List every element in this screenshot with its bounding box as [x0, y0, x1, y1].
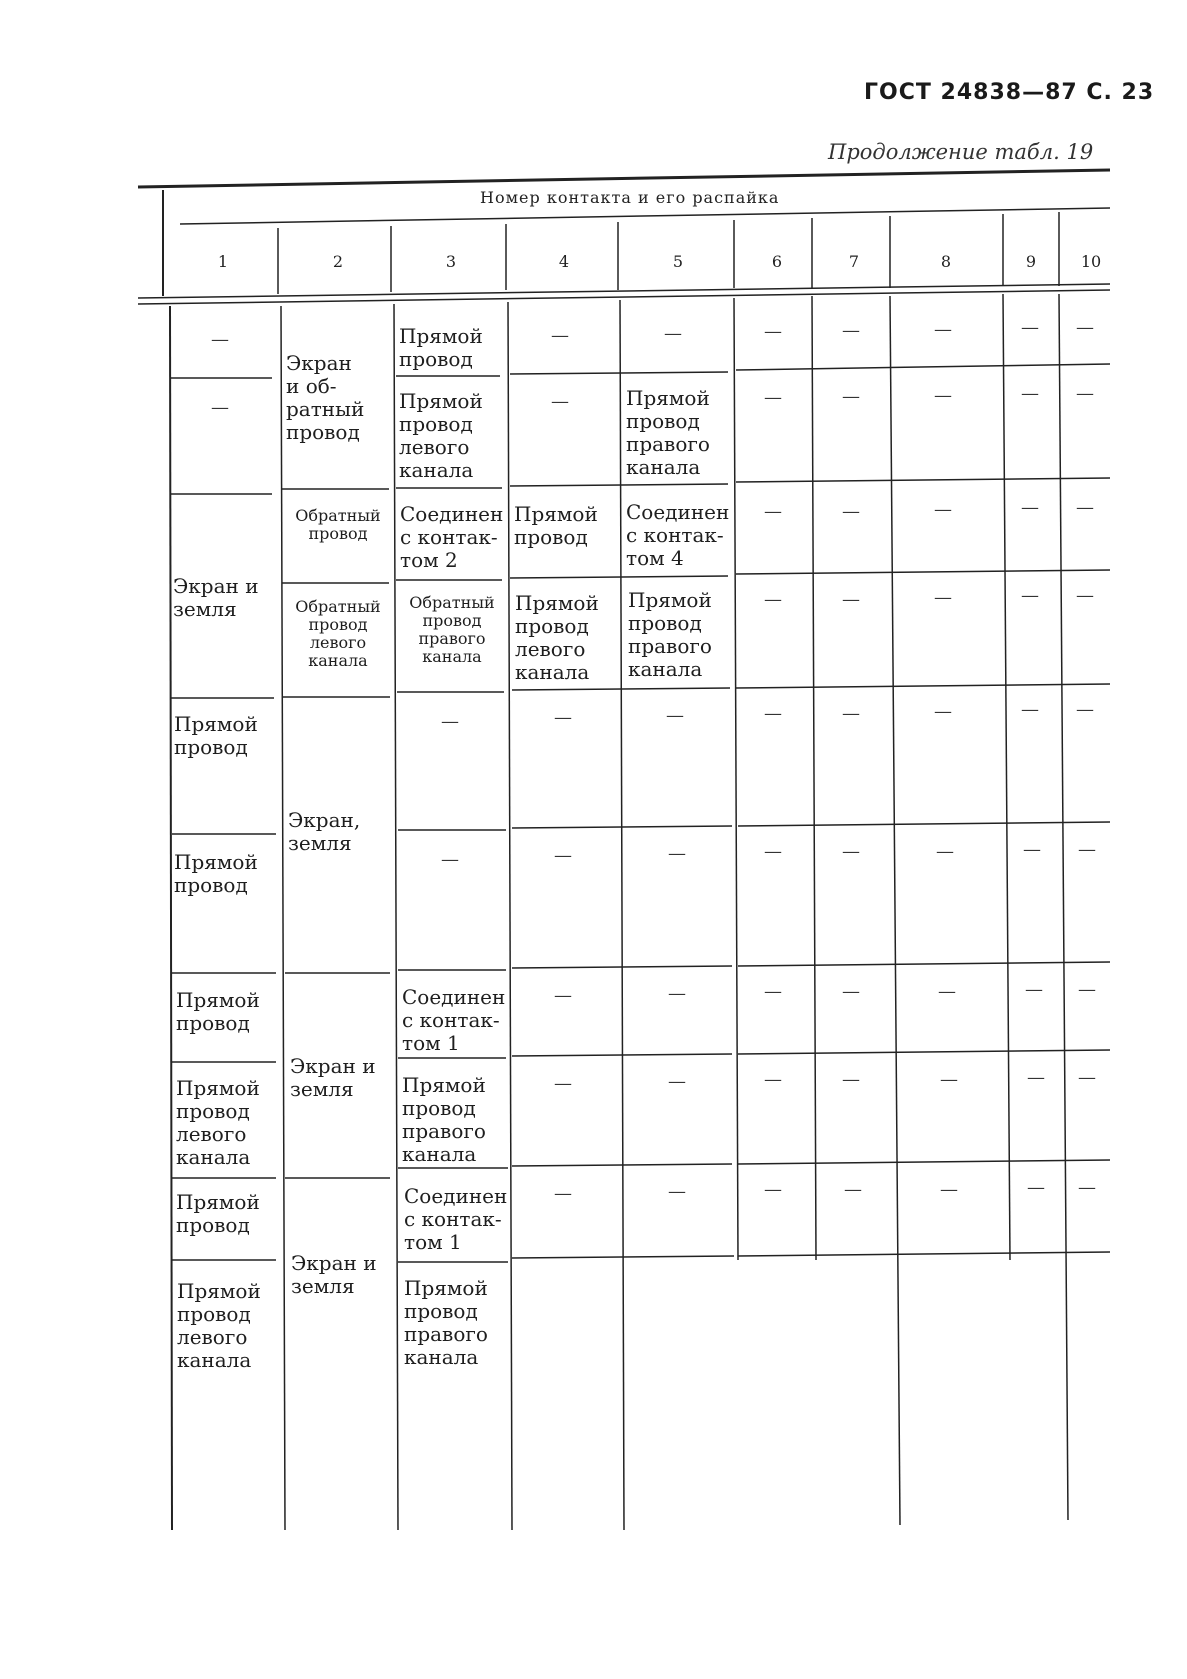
cell-r4c3: Обратный провод правого канала [409, 593, 495, 666]
cell-dash: — [668, 843, 686, 864]
cell-dash: — [842, 589, 860, 610]
cell-r9c3: Соединен с контак- том 1 [404, 1184, 508, 1254]
cell-dash: — [668, 1071, 686, 1092]
cell-dash: — [551, 325, 569, 346]
column-number-7: 7 [848, 252, 860, 271]
cell-r2c2: Экран и об- ратный провод [286, 351, 365, 444]
cell-r6c1: Прямой провод [174, 850, 258, 897]
column-number-5: 5 [672, 252, 684, 271]
cell-dash: — [934, 701, 952, 722]
column-number-9: 9 [1025, 252, 1037, 271]
cell-dash: — [554, 1183, 572, 1204]
cell-r8c1: Прямой провод левого канала [176, 1076, 260, 1169]
cell-dash: — [764, 501, 782, 522]
cell-dash: — [842, 501, 860, 522]
cell-dash: — [842, 386, 860, 407]
cell-r10c3: Прямой провод правого канала [404, 1276, 488, 1369]
cell-dash: — [1078, 839, 1096, 860]
cell-dash: — [764, 981, 782, 1002]
cell-dash: — [844, 1179, 862, 1200]
cell-r10c1: Прямой провод левого канала [177, 1279, 261, 1372]
column-number-1: 1 [217, 252, 229, 271]
cell-dash: — [936, 841, 954, 862]
cell-dash: — [842, 703, 860, 724]
cell-dash: — [1023, 839, 1041, 860]
column-number-4: 4 [558, 252, 570, 271]
cell-dash: — [1076, 497, 1094, 518]
document-number: ГОСТ 24838—87 С. 23 [864, 80, 1155, 105]
cell-dash: — [940, 1179, 958, 1200]
cell-dash: — [668, 1181, 686, 1202]
cell-dash: — [554, 985, 572, 1006]
cell-r2c5: Прямой провод правого канала [626, 386, 710, 479]
cell-r4c4: Прямой провод левого канала [515, 591, 599, 684]
cell-r5c1: Прямой провод [174, 712, 258, 759]
column-number-3: 3 [445, 252, 457, 271]
cell-dash: — [1078, 1067, 1096, 1088]
cell-dash: — [1021, 585, 1039, 606]
cell-r7c3: Соединен с контак- том 1 [402, 985, 506, 1055]
cell-r9c1: Прямой провод [176, 1190, 260, 1237]
cell-dash: — [211, 397, 229, 418]
cell-dash: — [668, 983, 686, 1004]
cell-dash: — [1025, 979, 1043, 1000]
cell-dash: — [554, 707, 572, 728]
cell-dash: — [554, 845, 572, 866]
column-number-10: 10 [1080, 252, 1102, 271]
cell-r3c4: Прямой провод [514, 502, 598, 549]
cell-dash: — [1076, 585, 1094, 606]
cell-dash: — [764, 387, 782, 408]
cell-dash: — [934, 499, 952, 520]
cell-dash: — [1021, 699, 1039, 720]
cell-r3c5: Соединен с контак- том 4 [626, 500, 730, 570]
cell-dash: — [934, 385, 952, 406]
column-number-6: 6 [771, 252, 783, 271]
cell-r7c1: Прямой провод [176, 988, 260, 1035]
cell-dash: — [764, 1179, 782, 1200]
column-number-2: 2 [332, 252, 344, 271]
cell-dash: — [1021, 383, 1039, 404]
cell-dash: — [934, 319, 952, 340]
cell-dash: — [764, 321, 782, 342]
cell-dash: — [1078, 1177, 1096, 1198]
cell-dash: — [842, 841, 860, 862]
cell-dash: — [664, 323, 682, 344]
cell-r9c2: Экран и земля [291, 1251, 377, 1298]
main-column-header: Номер контакта и его распайка [480, 188, 780, 207]
cell-dash: — [1027, 1177, 1045, 1198]
cell-dash: — [940, 1069, 958, 1090]
cell-dash: — [441, 711, 459, 732]
cell-dash: — [211, 329, 229, 350]
cell-r3c2: Обратный провод [295, 506, 381, 543]
cell-dash: — [666, 705, 684, 726]
cell-dash: — [842, 1069, 860, 1090]
cell-dash: — [764, 703, 782, 724]
cell-r4c5: Прямой провод правого канала [628, 588, 712, 681]
cell-dash: — [1027, 1067, 1045, 1088]
cell-dash: — [1078, 979, 1096, 1000]
cell-dash: — [1076, 383, 1094, 404]
cell-dash: — [554, 1073, 572, 1094]
cell-dash: — [842, 981, 860, 1002]
cell-r1c3: Прямой провод [399, 324, 483, 371]
table-continuation-label: Продолжение табл. 19 [828, 140, 1094, 164]
cell-dash: — [1076, 699, 1094, 720]
cell-dash: — [764, 589, 782, 610]
cell-dash: — [1021, 497, 1039, 518]
cell-dash: — [764, 841, 782, 862]
cell-dash: — [441, 849, 459, 870]
cell-dash: — [842, 320, 860, 341]
cell-dash: — [938, 981, 956, 1002]
cell-dash: — [1076, 317, 1094, 338]
cell-r4c2: Обратный провод левого канала [295, 597, 381, 670]
cell-dash: — [551, 391, 569, 412]
cell-r7c2: Экран и земля [290, 1054, 376, 1101]
cell-r2c3: Прямой провод левого канала [399, 389, 483, 482]
cell-dash: — [764, 1069, 782, 1090]
cell-dash: — [934, 587, 952, 608]
cell-r8c3: Прямой провод правого канала [402, 1073, 486, 1166]
cell-dash: — [1021, 317, 1039, 338]
cell-r3c3: Соединен с контак- том 2 [400, 502, 504, 572]
cell-r3c1: Экран и земля [173, 574, 259, 621]
cell-r5c2: Экран, земля [288, 808, 361, 855]
column-number-8: 8 [940, 252, 952, 271]
